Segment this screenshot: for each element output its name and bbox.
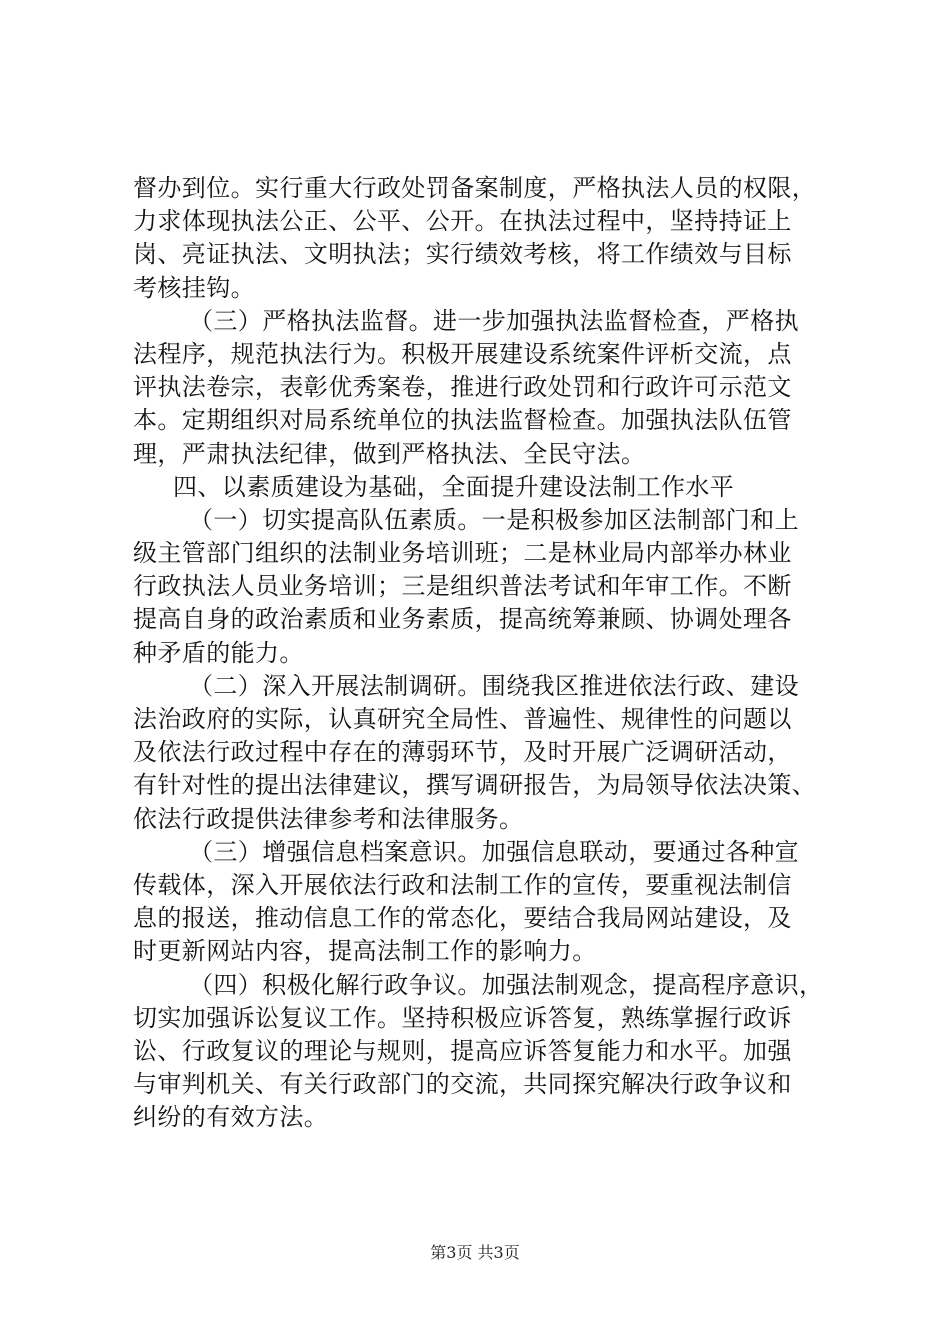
text-line: 督办到位。实行重大行政处罚备案制度，严格执法人员的权限， — [133, 174, 817, 202]
text-line: 考核挂钩。 — [133, 273, 255, 302]
text-line: 时更新网站内容，提高法制工作的影响力。 — [133, 937, 597, 966]
text-line: 种矛盾的能力。 — [133, 638, 304, 667]
text-line: 传载体，深入开展依法行政和法制工作的宣传，要重视法制信 — [133, 870, 792, 899]
paragraph-start-line: （四）积极化解行政争议。加强法制观念，提高程序意识， — [189, 970, 824, 999]
text-line: 法程序，规范执法行为。积极开展建设系统案件评析交流，点 — [133, 339, 792, 368]
paragraph-start-line: （三）严格执法监督。进一步加强执法监督检查，严格执 — [189, 306, 799, 335]
paragraph-start-line: （二）深入开展法制调研。围绕我区推进依法行政、建设 — [189, 671, 799, 700]
page-number-footer: 第3页 共3页 — [430, 1243, 520, 1262]
document-body — [133, 172, 833, 1134]
text-line: 级主管部门组织的法制业务培训班；二是林业局内部举办林业 — [133, 539, 792, 568]
text-line: 行政执法人员业务培训；三是组织普法考试和年审工作。不断 — [133, 572, 792, 601]
paragraph-start-line: （三）增强信息档案意识。加强信息联动，要通过各种宣 — [189, 837, 799, 866]
text-line: 理，严肃执法纪律，做到严格执法、全民守法。 — [133, 439, 646, 468]
text-line: 岗、亮证执法、文明执法；实行绩效考核，将工作绩效与目标 — [133, 240, 792, 269]
text-line: 评执法卷宗，表彰优秀案卷，推进行政处罚和行政许可示范文 — [133, 373, 792, 402]
text-line: 依法行政提供法律参考和法律服务。 — [133, 804, 524, 833]
text-line: 讼、行政复议的理论与规则，提高应诉答复能力和水平。加强 — [133, 1036, 792, 1065]
text-line: 与审判机关、有关行政部门的交流，共同探究解决行政争议和 — [133, 1070, 792, 1099]
text-line: 提高自身的政治素质和业务素质，提高统筹兼顾、协调处理各 — [133, 605, 792, 634]
text-line: 切实加强诉讼复议工作。坚持积极应诉答复，熟练掌握行政诉 — [133, 1003, 792, 1032]
text-line: 纠纷的有效方法。 — [133, 1103, 329, 1132]
section-heading: 四、以素质建设为基础，全面提升建设法制工作水平 — [173, 472, 735, 501]
text-line: 息的报送，推动信息工作的常态化，要结合我局网站建设，及 — [133, 904, 792, 933]
text-line: 力求体现执法公正、公平、公开。在执法过程中，坚持持证上 — [133, 207, 792, 236]
text-line: 及依法行政过程中存在的薄弱环节，及时开展广泛调研活动， — [133, 738, 792, 767]
text-line: 法治政府的实际，认真研究全局性、普遍性、规律性的问题以 — [133, 705, 792, 733]
text-line: 本。定期组织对局系统单位的执法监督检查。加强执法队伍管 — [133, 406, 792, 435]
paragraph-start-line: （一）切实提高队伍素质。一是积极参加区法制部门和上 — [189, 505, 799, 534]
text-line: 有针对性的提出法律建议，撰写调研报告，为局领导依法决策、 — [133, 771, 817, 800]
